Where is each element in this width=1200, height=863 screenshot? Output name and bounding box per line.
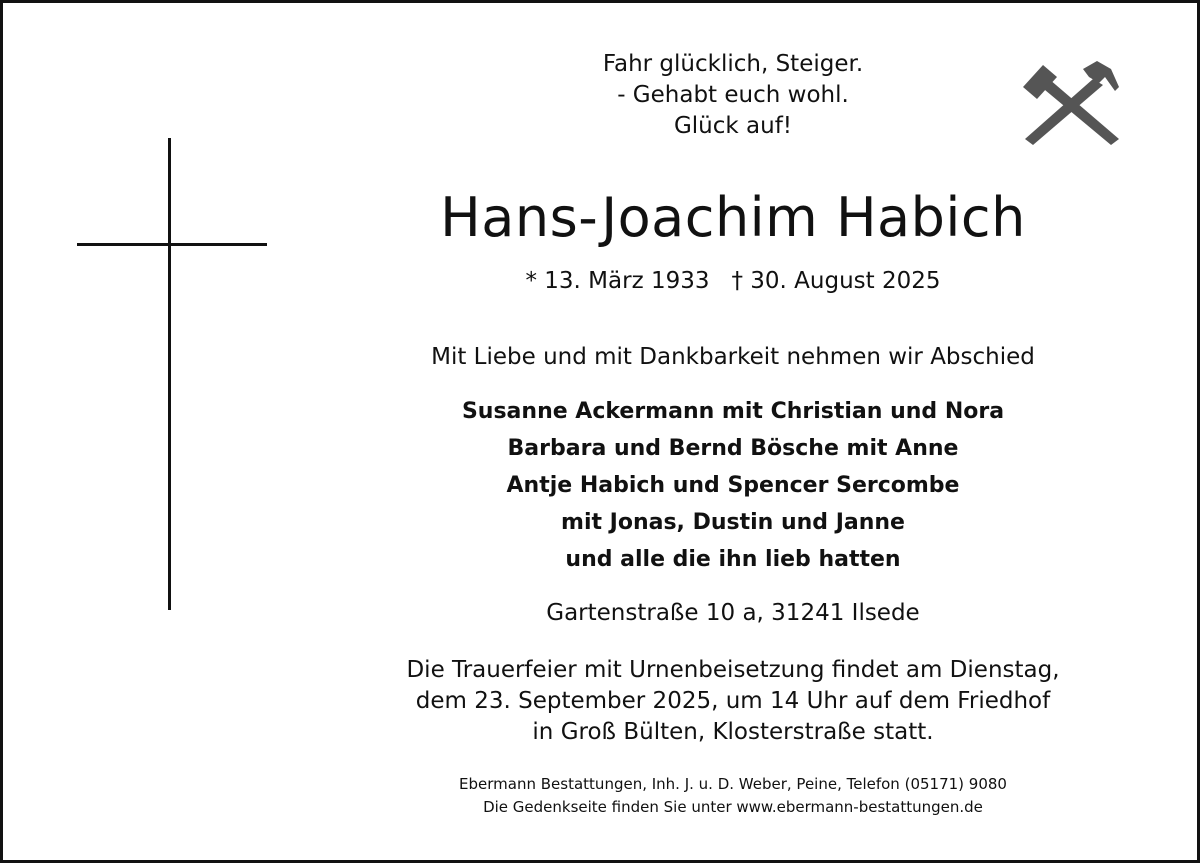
- cross-icon: [77, 138, 267, 610]
- funeral-home-footer: [333, 773, 1133, 819]
- family-address: Gartenstraße 10 a, 31241 Ilsede: [546, 600, 920, 626]
- death-date: † 30. August 2025: [731, 268, 941, 294]
- mourner-line: und alle die ihn lieb hatten: [565, 547, 901, 572]
- ceremony-info: [333, 655, 1133, 748]
- ceremony-line: dem 23. September 2025, um 14 Uhr auf dem Friedhof: [415, 688, 1051, 714]
- farewell-intro: Mit Liebe und mit Dankbarkeit nehmen wir Abschied: [431, 344, 1035, 370]
- birth-date: * 13. März 1933: [525, 268, 710, 294]
- funeral-home-contact: Ebermann Bestattungen, Inh. J. u. D. Weber, Peine, Telefon (05171) 9080: [459, 775, 1007, 793]
- mourner-line: Antje Habich und Spencer Sercombe: [506, 473, 960, 498]
- ceremony-line: Die Trauerfeier mit Urnenbeisetzung findet am Dienstag,: [406, 657, 1060, 683]
- mourner-line: mit Jonas, Dustin und Janne: [561, 510, 905, 535]
- deceased-name: Hans-Joachim Habich: [440, 186, 1026, 249]
- life-dates: [333, 265, 1133, 297]
- motto-line: - Gehabt euch wohl.: [617, 82, 849, 108]
- mourner-line: Susanne Ackermann mit Christian und Nora: [461, 399, 1005, 424]
- motto-line: Glück auf!: [673, 113, 793, 139]
- cross-horizontal-bar: [77, 243, 267, 246]
- motto: [333, 49, 1133, 142]
- motto-line: Fahr glücklich, Steiger.: [602, 51, 864, 77]
- memorial-page-link: Die Gedenkseite finden Sie unter www.ebermann-bestattungen.de: [483, 798, 983, 816]
- mourners-list: [333, 393, 1133, 578]
- mourner-line: Barbara und Bernd Bösche mit Anne: [507, 436, 959, 461]
- cross-vertical-bar: [168, 138, 171, 610]
- ceremony-line: in Groß Bülten, Klosterstraße statt.: [532, 719, 934, 745]
